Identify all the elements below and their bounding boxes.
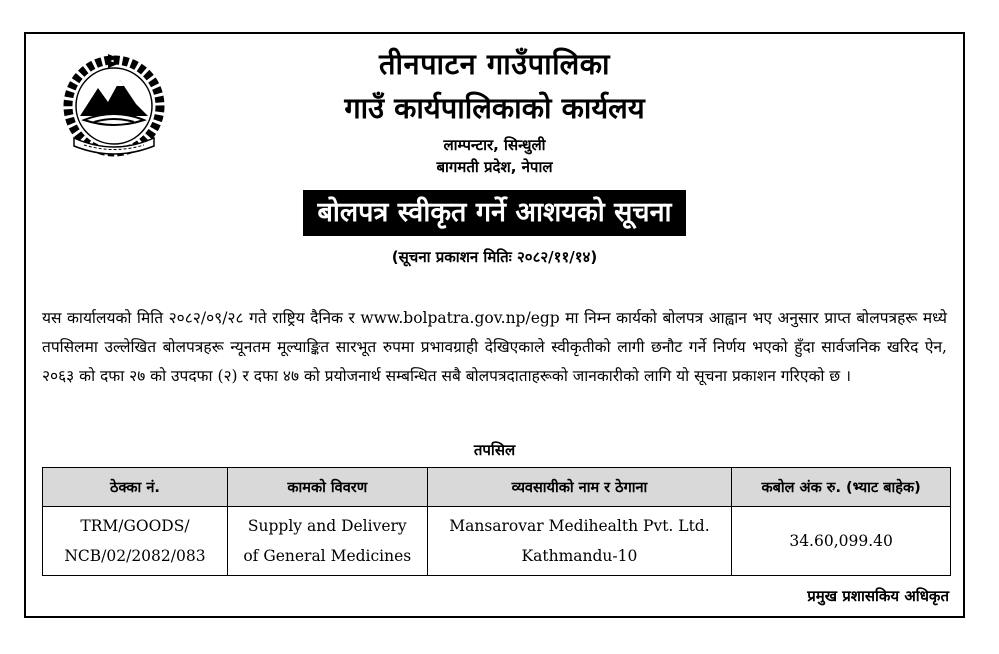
signatory-title: प्रमुख प्रशासकिय अधिकृत [807, 587, 949, 605]
address-line-2: बागमती प्रदेश, नेपाल [436, 158, 553, 176]
award-table [42, 467, 951, 576]
notice-body: यस कार्यालयको मिति २०८२/०९/२८ गते राष्ट्रिय दैनिक र www.bolpatra.gov.np/egp मा निम्न कार्यको बोलपत्र आह्वान भए अनुसार प्राप्त बोलपत्रहरू मध्ये तपसिलमा उल्लेखित बोलपत्रहरू न्यूनतम मूल्याङ्कित सारभूत रुपमा प्रभावग्राही देखिएकाले स्वीकृतीको लागी छनौट गर्ने निर्णय भएको हुँदा सार्वजनिक खरिद ऐन, २०६३ को दफा २७ को उपदफा (२) र दफा ४७ को प्रयोजनार्थ सम्बन्धित सबै बोलपत्रदाताहरूको जानकारीको लागि यो सूचना प्रकाशन गरिएको छ । [42, 309, 947, 385]
notice-frame [24, 32, 965, 618]
column-header-amount: कबोल अंक रु. (भ्याट बाहेक) [732, 468, 951, 507]
publish-date: (सूचना प्रकाशन मितिः २०८२/११/१४) [391, 248, 598, 266]
header [26, 44, 963, 268]
cell-amount: 34.60,099.40 [732, 507, 951, 576]
schedule-title: तपसिल [473, 441, 516, 459]
table-row [43, 507, 951, 576]
description-line-2: of General Medicines [243, 547, 412, 565]
cell-bidder [427, 507, 732, 576]
bidder-line-2: Kathmandu-10 [521, 547, 638, 565]
bidder-line-1: Mansarovar Medihealth Pvt. Ltd. [449, 517, 710, 535]
address-line-1: लाम्पन्टार, सिन्धुली [443, 136, 546, 154]
contract-no-line-2: NCB/02/2082/083 [64, 547, 206, 565]
notice-title: बोलपत्र स्वीकृत गर्ने आशयको सूचना [303, 190, 685, 236]
description-line-1: Supply and Delivery [247, 517, 407, 535]
column-header-description: कामको विवरण [227, 468, 427, 507]
column-header-bidder: व्यवसायीको नाम र ठेगाना [427, 468, 732, 507]
cell-contract-no [43, 507, 228, 576]
organization-name: तीनपाटन गाउँपालिका [378, 47, 611, 81]
contract-no-line-1: TRM/GOODS/ [80, 517, 190, 535]
cell-description [227, 507, 427, 576]
office-name: गाउँ कार्यपालिकाको कार्यलय [344, 91, 645, 125]
table-header-row [43, 468, 951, 507]
column-header-contract-no: ठेक्का नं. [43, 468, 228, 507]
